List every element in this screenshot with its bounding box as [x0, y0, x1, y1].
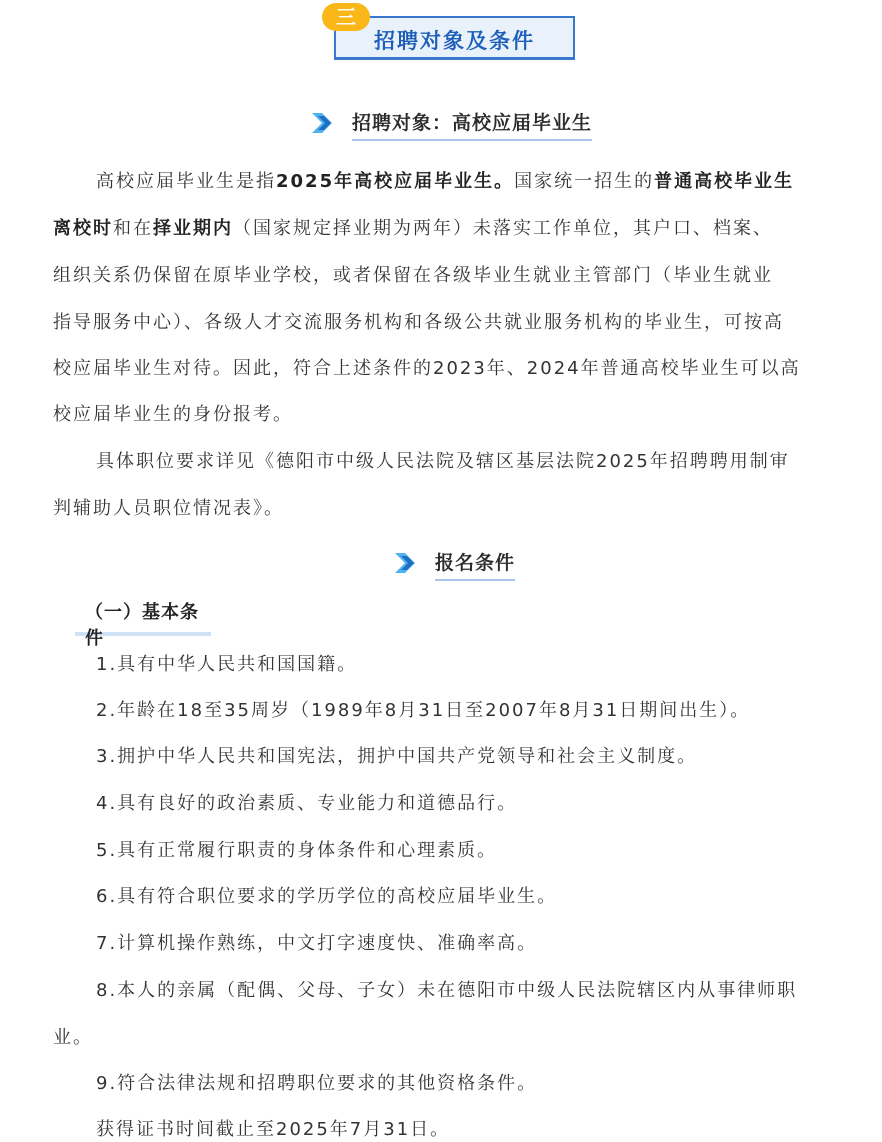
list-item-continuation: 业。 [53, 1027, 93, 1048]
list-item: 4.具有良好的政治素质、专业能力和道德品行。 [96, 793, 518, 814]
list-item: 6.具有符合职位要求的学历学位的高校应届毕业生。 [96, 886, 558, 907]
section-number-badge: 三 [322, 3, 370, 31]
para2-line1: 具体职位要求详见《德阳市中级人民法院及辖区基层法院2025年招聘聘用制审 [96, 451, 790, 472]
para1-line5: 校应届毕业生对待。因此，符合上述条件的2023年、2024年普通高校毕业生可以高 [53, 358, 801, 379]
subheading-registration-conditions [393, 546, 533, 580]
list-item: 9.符合法律法规和招聘职位要求的其他资格条件。 [96, 1073, 538, 1094]
double-chevron-right-icon [393, 550, 419, 576]
certificate-deadline-note: 获得证书时间截止至2025年7月31日。 [96, 1119, 451, 1140]
para1-line4: 指导服务中心）、各级人才交流服务机构和各级公共就业服务机构的毕业生，可按高 [53, 312, 784, 333]
section-header [334, 16, 575, 60]
list-item: 1.具有中华人民共和国国籍。 [96, 654, 358, 675]
list-item: 2.年龄在18至35周岁（1989年8月31日至2007年8月31日期间出生）。 [96, 700, 751, 721]
basic-conditions-heading [75, 596, 211, 649]
para1-line3: 组织关系仍保留在原毕业学校，或者保留在各级毕业生就业主管部门（毕业生就业 [53, 265, 773, 286]
subheading-text: 招聘对象：高校应届毕业生 [352, 108, 592, 141]
para1-line1: 高校应届毕业生是指2025年高校应届毕业生。国家统一招生的普通高校毕业生 [96, 171, 795, 192]
subheading-recruitment-target [310, 106, 610, 140]
para1-line2: 离校时和在择业期内（国家规定择业期为两年）未落实工作单位，其户口、档案、 [53, 218, 773, 239]
para1-line6: 校应届毕业生的身份报考。 [53, 404, 293, 425]
list-item: 8.本人的亲属（配偶、父母、子女）未在德阳市中级人民法院辖区内从事律师职 [96, 980, 798, 1001]
double-chevron-right-icon [310, 110, 336, 136]
section-title: 招聘对象及条件 [374, 29, 535, 53]
list-item: 7.计算机操作熟练，中文打字速度快、准确率高。 [96, 933, 538, 954]
list-item: 3.拥护中华人民共和国宪法，拥护中国共产党领导和社会主义制度。 [96, 746, 698, 767]
para2-line2: 判辅助人员职位情况表》。 [53, 498, 284, 519]
list-item: 5.具有正常履行职责的身体条件和心理素质。 [96, 840, 498, 861]
subheading-text: 报名条件 [435, 548, 515, 581]
basic-conditions-title: （一）基本条件 [85, 602, 199, 649]
